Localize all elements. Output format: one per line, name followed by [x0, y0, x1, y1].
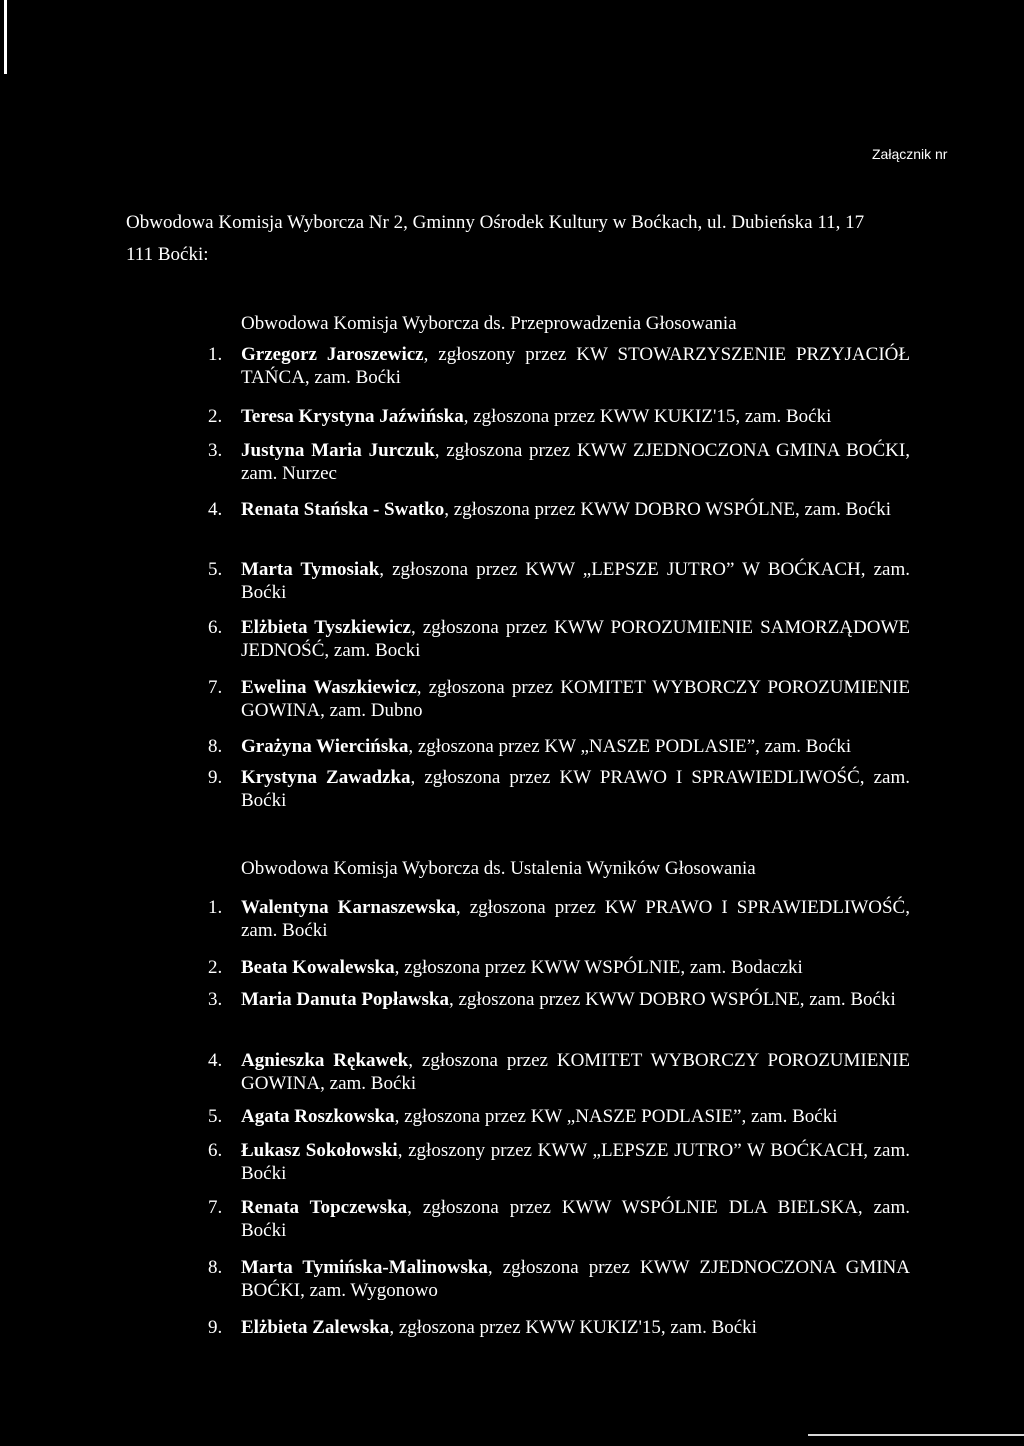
list-item	[208, 676, 910, 722]
header-line-2: 111 Boćki:	[126, 244, 209, 265]
item-number: 3.	[208, 989, 223, 1010]
member-name: Agata Roszkowska	[241, 1106, 395, 1127]
item-number: 7.	[208, 677, 223, 698]
member-details: , zgłoszona przez KWW ZJEDNOCZONA GMINA BOĆKI, zam. Nurzec	[241, 440, 910, 484]
list-item	[208, 1139, 910, 1185]
list-item	[208, 766, 910, 812]
member-name: Łukasz Sokołowski	[241, 1140, 398, 1161]
member-details: , zgłoszona przez KW „NASZE PODLASIE”, zam. Boćki	[394, 1106, 838, 1127]
list-item	[208, 498, 910, 521]
list-item	[208, 558, 910, 604]
item-number: 3.	[208, 440, 223, 461]
member-name: Krystyna Zawadzka	[241, 767, 411, 788]
member-name: Renata Topczewska	[241, 1197, 408, 1218]
member-details: , zgłoszona przez KW PRAWO I SPRAWIEDLIWOŚĆ, zam. Boćki	[241, 767, 910, 811]
member-details: , zgłoszona przez KWW KUKIZ'15, zam. Boćki	[389, 1317, 757, 1338]
item-number: 2.	[208, 957, 223, 978]
member-name: Maria Danuta Popławska	[241, 989, 449, 1010]
member-name: Teresa Krystyna Jaźwińska	[241, 406, 464, 427]
list-item	[208, 1196, 910, 1242]
list-item	[208, 1105, 910, 1128]
list-item	[208, 1049, 910, 1095]
member-name: Renata Stańska - Swatko	[241, 499, 445, 520]
member-details: , zgłoszona przez KWW DOBRO WSPÓLNE, zam. Boćki	[444, 499, 891, 520]
member-name: Grzegorz Jaroszewicz	[241, 344, 424, 365]
list-item	[208, 956, 910, 979]
member-name: Justyna Maria Jurczuk	[241, 440, 435, 461]
member-details: , zgłoszona przez KWW ZJEDNOCZONA GMINA BOĆKI, zam. Wygonowo	[241, 1257, 910, 1301]
item-number: 9.	[208, 767, 223, 788]
member-details: , zgłoszona przez KWW „LEPSZE JUTRO” W BOĆKACH, zam. Boćki	[241, 559, 910, 603]
item-number: 2.	[208, 406, 223, 427]
member-name: Beata Kowalewska	[241, 957, 395, 978]
member-details: , zgłoszony przez KW STOWARZYSZENIE PRZYJACIÓŁ TAŃCA, zam. Boćki	[241, 344, 910, 388]
item-number: 6.	[208, 1140, 223, 1161]
item-number: 7.	[208, 1197, 223, 1218]
list-item	[208, 1316, 910, 1339]
list-item	[208, 988, 910, 1011]
annex-label: Załącznik nr	[872, 146, 948, 162]
item-number: 4.	[208, 1050, 223, 1071]
item-number: 9.	[208, 1317, 223, 1338]
item-number: 8.	[208, 736, 223, 757]
list-item	[208, 735, 910, 758]
member-details: , zgłoszony przez KWW „LEPSZE JUTRO” W BOĆKACH, zam. Boćki	[241, 1140, 911, 1184]
item-number: 5.	[208, 559, 223, 580]
scan-edge-line	[4, 0, 7, 74]
member-details: , zgłoszona przez KOMITET WYBORCZY POROZUMIENIE GOWINA, zam. Dubno	[241, 677, 910, 721]
item-number: 6.	[208, 617, 223, 638]
member-name: Elżbieta Zalewska	[241, 1317, 390, 1338]
list-item	[208, 405, 910, 428]
member-name: Walentyna Karnaszewska	[241, 897, 456, 918]
member-name: Grażyna Wiercińska	[241, 736, 409, 757]
member-details: , zgłoszona przez KWW KUKIZ'15, zam. Boćki	[463, 406, 832, 427]
member-details: , zgłoszona przez KWW DOBRO WSPÓLNE, zam. Boćki	[448, 989, 896, 1010]
member-details: , zgłoszona przez KWW POROZUMIENIE SAMORZĄDOWE JEDNOŚĆ, zam. Bocki	[241, 617, 911, 661]
list-item	[208, 1256, 910, 1302]
scan-bottom-line	[808, 1434, 1024, 1436]
item-number: 8.	[208, 1257, 223, 1278]
item-number: 1.	[208, 344, 223, 365]
header-line-1: Obwodowa Komisja Wyborcza Nr 2, Gminny Ośrodek Kultury w Boćkach, ul. Dubieńska 11, 17	[126, 212, 865, 233]
member-name: Agnieszka Rękawek	[241, 1050, 409, 1071]
member-details: , zgłoszona przez KWW WSPÓLNIE, zam. Bodaczki	[394, 957, 803, 978]
list-item	[208, 896, 910, 942]
member-name: Marta Tymosiak	[241, 559, 380, 580]
member-details: , zgłoszona przez KWW WSPÓLNIE DLA BIELSKA, zam. Boćki	[241, 1197, 910, 1241]
member-details: , zgłoszona przez KW PRAWO I SPRAWIEDLIWOŚĆ, zam. Boćki	[241, 897, 910, 941]
member-name: Marta Tymińska-Malinowska	[241, 1257, 488, 1278]
member-name: Ewelina Waszkiewicz	[241, 677, 417, 698]
item-number: 4.	[208, 499, 223, 520]
list-item	[208, 616, 910, 662]
list-item	[208, 439, 910, 485]
item-number: 5.	[208, 1106, 223, 1127]
member-details: , zgłoszona przez KW „NASZE PODLASIE”, zam. Boćki	[408, 736, 852, 757]
member-details: , zgłoszona przez KOMITET WYBORCZY POROZUMIENIE GOWINA, zam. Boćki	[241, 1050, 910, 1094]
member-name: Elżbieta Tyszkiewicz	[241, 617, 411, 638]
item-number: 1.	[208, 897, 223, 918]
section-title-results: Obwodowa Komisja Wyborcza ds. Ustalenia Wyników Głosowania	[241, 858, 756, 879]
section-title-voting: Obwodowa Komisja Wyborcza ds. Przeprowadzenia Głosowania	[241, 313, 737, 334]
list-item	[208, 343, 910, 389]
